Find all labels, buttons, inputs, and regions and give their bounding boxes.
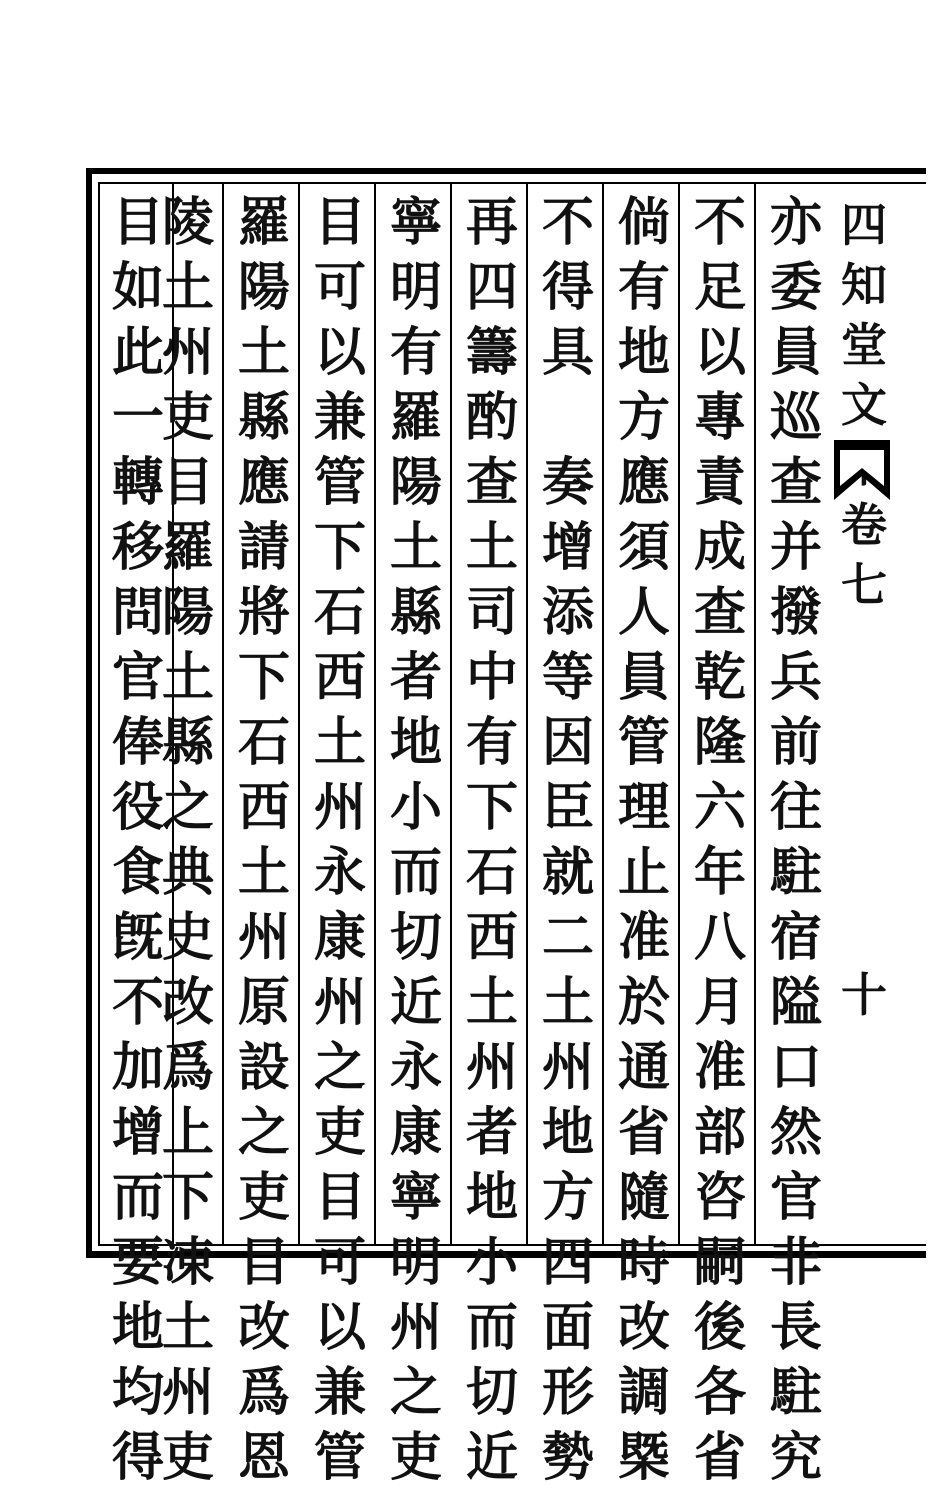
- column-char: 撥: [769, 582, 822, 643]
- column-char: 添: [541, 582, 594, 643]
- column-char: 役: [111, 777, 164, 838]
- column-char: 地: [465, 1167, 518, 1228]
- column-char: 者: [465, 1102, 518, 1163]
- column-char: 問: [111, 582, 164, 643]
- column-char: 此: [111, 322, 164, 383]
- column-char: 地: [389, 712, 442, 773]
- margin-title-char: 四: [841, 198, 887, 252]
- text-column: [228, 190, 300, 1488]
- text-column: [304, 190, 376, 1488]
- column-char: 轉: [111, 452, 164, 513]
- column-char: 俸: [111, 712, 164, 773]
- column-char: 西: [237, 777, 290, 838]
- column-char: 州: [313, 972, 366, 1033]
- column-char: 州: [161, 1362, 214, 1423]
- column-char: 嗣: [693, 1232, 746, 1293]
- column-char: 四: [465, 257, 518, 318]
- column-char: 有: [389, 322, 442, 383]
- column-char: 爲: [161, 1037, 214, 1098]
- column-char: 陵: [161, 192, 214, 253]
- column-char: 土: [161, 1297, 214, 1358]
- column-char: 目: [161, 452, 214, 513]
- column-char: 兵: [769, 647, 822, 708]
- column-char: 兼: [313, 387, 366, 448]
- column-char: 吏: [389, 1427, 442, 1488]
- column-char: 查: [693, 582, 746, 643]
- column-char: 乾: [693, 647, 746, 708]
- column-char: 并: [769, 517, 822, 578]
- column-char: 臣: [541, 777, 594, 838]
- column-char: 要: [111, 1232, 164, 1293]
- margin-folio-number: 十: [841, 968, 887, 1022]
- column-char: 倘: [617, 192, 670, 253]
- column-char: 典: [161, 842, 214, 903]
- column-char: 員: [769, 322, 822, 383]
- column-char: 省: [617, 1102, 670, 1163]
- text-column: [456, 190, 528, 1488]
- column-char: 就: [541, 842, 594, 903]
- column-char: 下: [313, 517, 366, 578]
- column-char: 中: [465, 647, 518, 708]
- margin-juan-char: 七: [841, 558, 887, 612]
- column-char: 可: [313, 1232, 366, 1293]
- column-char: 專: [693, 387, 746, 448]
- column-char: 長: [769, 1297, 822, 1358]
- column-char: 管: [313, 452, 366, 513]
- column-char: 而: [111, 1167, 164, 1228]
- column-char: 之: [389, 1362, 442, 1423]
- column-char: 可: [313, 257, 366, 318]
- column-char: 奏: [541, 452, 594, 513]
- column-char: 地: [541, 1102, 594, 1163]
- column-char: 以: [313, 1297, 366, 1358]
- column-char: 土: [465, 517, 518, 578]
- column-char: 改: [237, 1297, 290, 1358]
- column-char: 前: [769, 712, 822, 773]
- column-char: 目: [313, 1167, 366, 1228]
- column-char: 須: [617, 517, 670, 578]
- column-char: 增: [111, 1102, 164, 1163]
- margin-title-char: 堂: [841, 318, 887, 372]
- column-char: 州: [465, 1037, 518, 1098]
- column-char: 西: [465, 907, 518, 968]
- column-char: 土: [237, 322, 290, 383]
- column-char: 石: [465, 842, 518, 903]
- column-char: 縣: [389, 582, 442, 643]
- column-char: 凍: [161, 1232, 214, 1293]
- column-char: 寧: [389, 192, 442, 253]
- column-char: 永: [389, 1037, 442, 1098]
- column-char: 原: [237, 972, 290, 1033]
- margin-title-char: 文: [841, 378, 887, 432]
- column-char: 調: [617, 1362, 670, 1423]
- column-char: 之: [313, 1037, 366, 1098]
- column-char: 下: [465, 777, 518, 838]
- column-char: 明: [389, 1232, 442, 1293]
- column-char: 請: [237, 517, 290, 578]
- column-char: 縣: [161, 712, 214, 773]
- column-char: 切: [389, 907, 442, 968]
- column-char: 爲: [237, 1362, 290, 1423]
- margin-juan-char: 卷: [841, 498, 887, 552]
- column-char: 增: [541, 517, 594, 578]
- column-char: 隨: [617, 1167, 670, 1228]
- column-char: 得: [541, 257, 594, 318]
- column-char: 不: [541, 192, 594, 253]
- column-char: 通: [617, 1037, 670, 1098]
- column-char: 准: [693, 1037, 746, 1098]
- column-char: 石: [313, 582, 366, 643]
- column-char: 吏: [161, 1427, 214, 1488]
- column-char: 足: [693, 257, 746, 318]
- column-char: 土: [161, 647, 214, 708]
- column-char: 上: [161, 1102, 214, 1163]
- column-char: 應: [617, 452, 670, 513]
- column-char: 目: [111, 192, 164, 253]
- column-char: 以: [693, 322, 746, 383]
- column-char: 州: [541, 1037, 594, 1098]
- column-char: 駐: [769, 1362, 822, 1423]
- column-char: 究: [769, 1427, 822, 1488]
- column-char: 准: [617, 907, 670, 968]
- column-char: 土: [541, 972, 594, 1033]
- column-char: 陽: [161, 582, 214, 643]
- column-char: 永: [313, 842, 366, 903]
- column-char: 近: [465, 1427, 518, 1488]
- column-char: 勢: [541, 1427, 594, 1488]
- column-char: 亦: [769, 192, 822, 253]
- column-char: 部: [693, 1102, 746, 1163]
- column-char: 兼: [313, 1362, 366, 1423]
- column-char: 員: [617, 647, 670, 708]
- column-char: 巡: [769, 387, 822, 448]
- column-char: 旣: [111, 907, 164, 968]
- column-char: 羅: [237, 192, 290, 253]
- column-char: 形: [541, 1362, 594, 1423]
- column-char: 土: [161, 257, 214, 318]
- column-char: 往: [769, 777, 822, 838]
- column-char: 西: [313, 647, 366, 708]
- column-char: 者: [389, 647, 442, 708]
- column-char: 有: [465, 712, 518, 773]
- column-char: 陽: [389, 452, 442, 513]
- column-char: 羅: [161, 517, 214, 578]
- column-char: 司: [465, 582, 518, 643]
- text-column: [760, 190, 832, 1488]
- column-char: 管: [617, 712, 670, 773]
- column-char: 不: [693, 192, 746, 253]
- column-char: 咨: [693, 1167, 746, 1228]
- column-char: 如: [111, 257, 164, 318]
- column-char: 籌: [465, 322, 518, 383]
- column-char: 寧: [389, 1167, 442, 1228]
- column-char: 加: [111, 1037, 164, 1098]
- text-column: [102, 190, 174, 1488]
- text-column: [608, 190, 680, 1488]
- column-char: 吏: [161, 387, 214, 448]
- column-char: 於: [617, 972, 670, 1033]
- column-char: 理: [617, 777, 670, 838]
- column-char: 口: [769, 1037, 822, 1098]
- column-char: 成: [693, 517, 746, 578]
- column-char: 史: [161, 907, 214, 968]
- column-char: 具: [541, 322, 594, 383]
- column-char: 目: [313, 192, 366, 253]
- column-char: 等: [541, 647, 594, 708]
- column-char: 縣: [237, 387, 290, 448]
- column-char: 吏: [313, 1102, 366, 1163]
- column-char: 下: [237, 647, 290, 708]
- column-char: 吏: [237, 1167, 290, 1228]
- column-char: 查: [465, 452, 518, 513]
- column-char: 康: [313, 907, 366, 968]
- column-char: 省: [693, 1427, 746, 1488]
- column-char: 應: [237, 452, 290, 513]
- column-char: 均: [111, 1362, 164, 1423]
- column-char: 改: [161, 972, 214, 1033]
- column-char: 一: [111, 387, 164, 448]
- column-char: 查: [769, 452, 822, 513]
- column-char: 四: [541, 1232, 594, 1293]
- column-char: 隘: [769, 972, 822, 1033]
- column-char: 恩: [237, 1427, 290, 1488]
- column-char: 以: [313, 322, 366, 383]
- column-char: 切: [465, 1362, 518, 1423]
- column-char: 地: [111, 1297, 164, 1358]
- column-char: 八: [693, 907, 746, 968]
- column-char: 槩: [617, 1427, 670, 1488]
- column-char: 方: [541, 1167, 594, 1228]
- column-char: 面: [541, 1297, 594, 1358]
- column-char: 土: [237, 842, 290, 903]
- column-char: 宿: [769, 907, 822, 968]
- column-char: 土: [389, 517, 442, 578]
- column-char: 人: [617, 582, 670, 643]
- column-char: 州: [389, 1297, 442, 1358]
- fishtail-mark-icon: [834, 440, 890, 500]
- margin-title-char: 知: [841, 258, 887, 312]
- column-char: 隆: [693, 712, 746, 773]
- column-char: 有: [617, 257, 670, 318]
- column-char: 之: [237, 1102, 290, 1163]
- column-char: 止: [617, 842, 670, 903]
- column-char: 下: [161, 1167, 214, 1228]
- column-char: 六: [693, 777, 746, 838]
- column-char: 再: [465, 192, 518, 253]
- column-char: 近: [389, 972, 442, 1033]
- column-char: 羅: [389, 387, 442, 448]
- column-char: 不: [111, 972, 164, 1033]
- column-char: 目: [237, 1232, 290, 1293]
- column-char: 土: [313, 712, 366, 773]
- column-char: 駐: [769, 842, 822, 903]
- column-char: 小: [465, 1232, 518, 1293]
- column-char: 酌: [465, 387, 518, 448]
- column-char: 食: [111, 842, 164, 903]
- column-char: 因: [541, 712, 594, 773]
- column-char: 然: [769, 1102, 822, 1163]
- text-column: [684, 190, 756, 1488]
- margin-juan-label: [838, 495, 890, 615]
- column-char: 明: [389, 257, 442, 318]
- column-char: 而: [389, 842, 442, 903]
- column-char: 時: [617, 1232, 670, 1293]
- column-char: 責: [693, 452, 746, 513]
- column-char: 陽: [237, 257, 290, 318]
- column-char: [532, 385, 604, 450]
- column-char: 州: [161, 322, 214, 383]
- column-char: 而: [465, 1297, 518, 1358]
- column-char: 官: [111, 647, 164, 708]
- column-char: 石: [237, 712, 290, 773]
- column-char: 將: [237, 582, 290, 643]
- column-char: 年: [693, 842, 746, 903]
- column-char: 管: [313, 1427, 366, 1488]
- column-char: 二: [541, 907, 594, 968]
- column-char: 方: [617, 387, 670, 448]
- column-char: 地: [617, 322, 670, 383]
- column-char: 官: [769, 1167, 822, 1228]
- column-char: 州: [313, 777, 366, 838]
- column-char: 之: [161, 777, 214, 838]
- column-char: 改: [617, 1297, 670, 1358]
- column-char: 月: [693, 972, 746, 1033]
- column-char: 非: [769, 1232, 822, 1293]
- column-char: 州: [237, 907, 290, 968]
- column-char: 土: [465, 972, 518, 1033]
- column-char: 小: [389, 777, 442, 838]
- column-char: 後: [693, 1297, 746, 1358]
- column-char: 康: [389, 1102, 442, 1163]
- column-char: 移: [111, 517, 164, 578]
- column-char: 設: [237, 1037, 290, 1098]
- column-char: 得: [111, 1427, 164, 1488]
- text-column: [532, 190, 604, 1488]
- text-column: [380, 190, 452, 1488]
- column-char: 委: [769, 257, 822, 318]
- column-char: 各: [693, 1362, 746, 1423]
